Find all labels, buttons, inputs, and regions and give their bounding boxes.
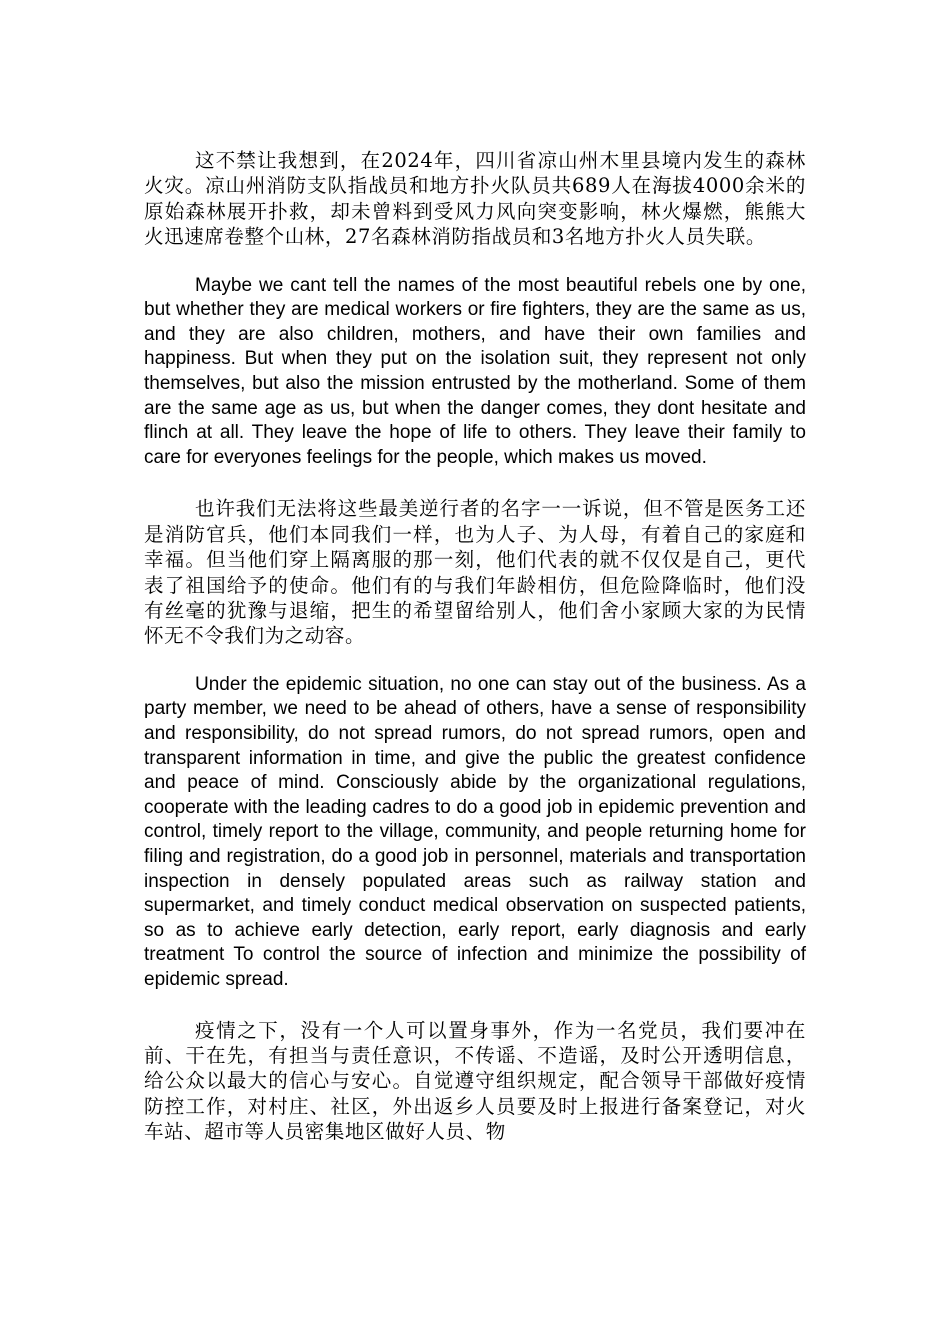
document-body xyxy=(144,148,806,1145)
paragraph-1-chinese: 这不禁让我想到，在2024年，四川省凉山州木里县境内发生的森林火灾。凉山州消防支队指战员和地方扑火队员共689人在海拔4000余米的原始森林展开扑救，却未曾料到受风力风向突变影响，林火爆燃，熊熊大火迅速席卷整个山林，27名森林消防指战员和3名地方扑火人员失联。 xyxy=(144,149,806,249)
paragraph-4-english: Under the epidemic situation, no one can stay out of the business. As a party member, we need to be ahead of others, have a sense of responsibility and responsibility, do not spread rumors, do not spread rumors, open and transparent information in time, and give the public the greatest confidence and peace of mind. Consciously abide by the organizational regulations, cooperate with the leading cadres to do a good job in epidemic prevention and control, timely report to the village, community, and people returning home for filing and registration, do a good job in personnel, materials and transportation inspection in densely populated areas such as railway station and supermarket, and timely conduct medical observation on suspected patients, so as to achieve early detection, early report, early diagnosis and early treatment To control the source of infection and minimize the possibility of epidemic spread. xyxy=(144,673,806,990)
paragraph-2-english: Maybe we cant tell the names of the most beautiful rebels one by one, but whether they are medical workers or fire fighters, they are the same as us, and they are also children, mothers, and have their own families and happiness. But when they put on the isolation suit, they represent not only themselves, but also the mission entrusted by the motherland. Some of them are the same age as us, but when the danger comes, they dont hesitate and flinch at all. They leave the hope of life to others. They leave their family to care for everyones feelings for the people, which makes us moved. xyxy=(144,274,806,468)
paragraph-3-chinese: 也许我们无法将这些最美逆行者的名字一一诉说，但不管是医务工还是消防官兵，他们本同我们一样，也为人子、为人母，有着自己的家庭和幸福。但当他们穿上隔离服的那一刻，他们代表的就不仅仅是自己，更代表了祖国给予的使命。他们有的与我们年龄相仿，但危险降临时，他们没有丝毫的犹豫与退缩，把生的希望留给别人，他们舍小家顾大家的为民情怀无不令我们为之动容。 xyxy=(144,497,806,648)
paragraph-5-chinese: 疫情之下，没有一个人可以置身事外，作为一名党员，我们要冲在前、干在先，有担当与责任意识，不传谣、不造谣，及时公开透明信息，给公众以最大的信心与安心。自觉遵守组织规定，配合领导干部做好疫情防控工作，对村庄、社区，外出返乡人员要及时上报进行备案登记，对火车站、超市等人员密集地区做好人员、物 xyxy=(144,1018,806,1144)
